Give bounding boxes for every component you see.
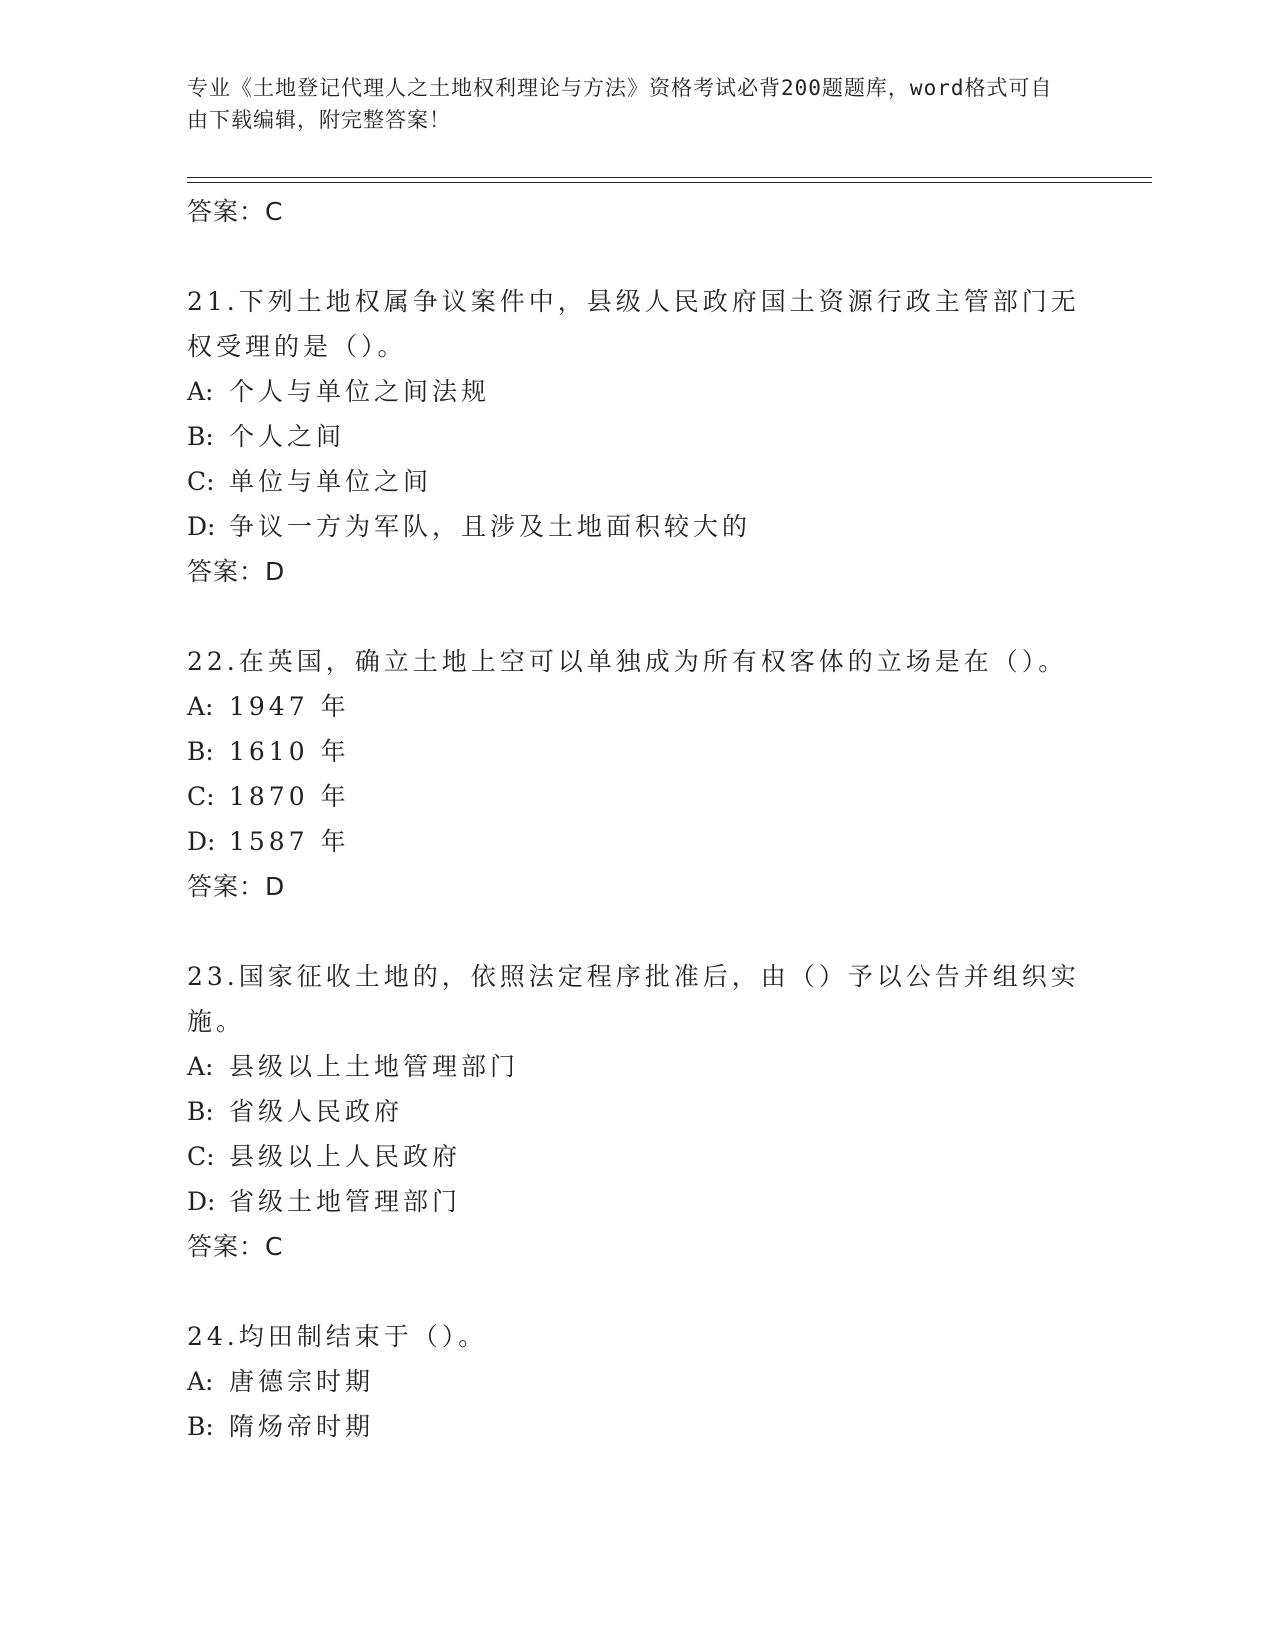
answer-line: 答案：C (187, 197, 284, 226)
option-letter: D: (187, 827, 216, 856)
document-header: 专业《土地登记代理人之土地权利理论与方法》资格考试必背200题题库，word格式可自由下载编辑，附完整答案！ (187, 76, 1053, 132)
option-item (187, 684, 1087, 729)
option-letter: B: (187, 422, 214, 451)
answer-line: 答案：D (187, 557, 286, 586)
option-text: 单位与单位之间 (229, 467, 433, 496)
question-item (187, 279, 1087, 595)
option-item (187, 1179, 1087, 1224)
option-text: 1610 年 (229, 737, 350, 766)
option-letter: B: (187, 1097, 214, 1126)
option-text: 唐德宗时期 (229, 1367, 375, 1396)
question-item (187, 639, 1087, 910)
question-item (187, 1314, 1087, 1449)
option-text: 县级以上人民政府 (229, 1142, 462, 1171)
option-letter: C: (187, 782, 215, 811)
option-text: 隋炀帝时期 (229, 1412, 375, 1441)
question-list (187, 189, 1087, 1449)
option-letter: C: (187, 1142, 215, 1171)
option-text: 1587 年 (229, 827, 350, 856)
option-letter: A: (187, 692, 214, 721)
option-text: 县级以上土地管理部门 (229, 1052, 520, 1081)
option-item (187, 1359, 1087, 1404)
option-text: 个人之间 (229, 422, 346, 451)
option-item (187, 729, 1087, 774)
question-text: 21.下列土地权属争议案件中，县级人民政府国土资源行政主管部门无权受理的是（）。 (187, 287, 1080, 361)
header-divider-top (187, 177, 1152, 178)
option-text: 争议一方为军队，且涉及土地面积较大的 (229, 512, 752, 541)
option-text: 省级人民政府 (229, 1097, 404, 1126)
option-item (187, 774, 1087, 819)
header-divider-bottom (187, 182, 1152, 183)
option-text: 1947 年 (229, 692, 350, 721)
option-item (187, 1044, 1087, 1089)
option-letter: A: (187, 1367, 214, 1396)
option-letter: A: (187, 377, 214, 406)
question-text: 23.国家征收土地的，依照法定程序批准后，由（）予以公告并组织实施。 (187, 962, 1080, 1036)
option-item (187, 819, 1087, 864)
answer-line: 答案：D (187, 872, 286, 901)
option-item (187, 1404, 1087, 1449)
option-letter: B: (187, 737, 214, 766)
option-item (187, 414, 1087, 459)
option-letter: D: (187, 512, 216, 541)
option-letter: C: (187, 467, 215, 496)
option-letter: B: (187, 1412, 214, 1441)
option-item (187, 504, 1087, 549)
question-text: 24.均田制结束于（）。 (187, 1322, 488, 1351)
question-text: 22.在英国，确立土地上空可以单独成为所有权客体的立场是在（）。 (187, 647, 1068, 676)
option-letter: A: (187, 1052, 214, 1081)
question-item (187, 954, 1087, 1270)
option-item (187, 1134, 1087, 1179)
answer-line: 答案：C (187, 1232, 284, 1261)
option-text: 个人与单位之间法规 (229, 377, 491, 406)
option-item (187, 369, 1087, 414)
option-text: 1870 年 (229, 782, 350, 811)
option-item (187, 1089, 1087, 1134)
option-item (187, 459, 1087, 504)
option-text: 省级土地管理部门 (229, 1187, 462, 1216)
option-letter: D: (187, 1187, 216, 1216)
